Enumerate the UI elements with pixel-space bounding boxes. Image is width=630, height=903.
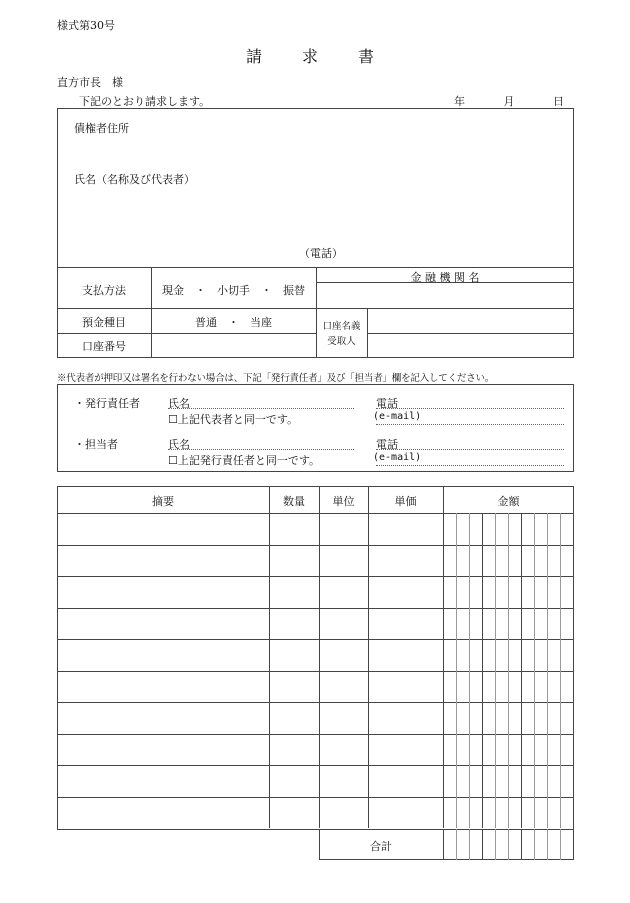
issuer-name-label: 氏名 — [168, 397, 190, 410]
creditor-name-label: 氏名（名称及び代表者） — [74, 173, 195, 186]
divider — [367, 308, 368, 358]
item-row[interactable] — [58, 577, 268, 607]
divider — [534, 513, 535, 828]
creditor-name-field[interactable] — [220, 165, 560, 235]
contact-label: ・担当者 — [74, 438, 118, 451]
issuer-email-line[interactable] — [376, 424, 564, 425]
header-summary: 摘要 — [152, 495, 174, 508]
issuer-phone-label: 電話 — [376, 397, 398, 410]
divider — [495, 513, 496, 828]
divider — [269, 486, 270, 828]
divider — [367, 333, 574, 334]
contact-email-label: (e-mail) — [373, 452, 422, 463]
divider — [547, 513, 548, 828]
divider — [534, 829, 535, 860]
divider — [482, 829, 483, 860]
recipient-label: 受取人 — [327, 336, 356, 347]
item-row[interactable] — [58, 546, 268, 576]
note-text: ※代表者が押印又は署名を行わない場合は、下記「発行責任者」及び「担当者」欄を記入してください。 — [57, 373, 495, 384]
divider — [151, 267, 152, 358]
divider — [368, 486, 369, 828]
date-field[interactable] — [454, 93, 564, 109]
header-unit: 単位 — [332, 495, 355, 508]
divider — [456, 513, 457, 828]
divider — [560, 513, 561, 828]
divider — [469, 513, 470, 828]
divider — [560, 829, 561, 860]
item-row[interactable] — [58, 766, 268, 796]
issuer-phone-line[interactable] — [376, 408, 564, 409]
bank-name-label: 金 融 機 関 名 — [410, 271, 480, 284]
divider — [521, 513, 522, 828]
document-title: 請求書 — [245, 47, 414, 66]
intro-text: 下記のとおり請求します。 — [79, 95, 211, 108]
account-holder-field[interactable] — [369, 310, 572, 331]
deposit-type-label: 預金種目 — [82, 316, 126, 329]
divider — [508, 829, 509, 860]
date-month-label: 月 — [503, 95, 515, 108]
divider — [443, 486, 444, 828]
deposit-type-options[interactable]: 普通 ・ 当座 — [195, 316, 272, 329]
creditor-address-field[interactable] — [160, 115, 560, 155]
divider — [319, 486, 320, 828]
item-row[interactable] — [58, 514, 268, 544]
issuer-label: ・発行責任者 — [74, 397, 140, 410]
divider — [521, 829, 522, 860]
contact-phone-label: 電話 — [376, 438, 398, 451]
header-quantity: 数量 — [283, 495, 305, 508]
contact-same-checkbox[interactable]: ☐上記発行責任者と同一です。 — [168, 454, 320, 467]
divider — [57, 333, 316, 334]
item-row[interactable] — [58, 672, 268, 702]
contact-name-label: 氏名 — [168, 438, 190, 451]
payment-method-options[interactable]: 現金 ・ 小切手 ・ 振替 — [162, 284, 305, 297]
divider — [482, 513, 483, 828]
bank-name-field[interactable] — [318, 284, 572, 306]
account-holder-label: 口座名義 — [322, 321, 361, 332]
issuer-same-checkbox[interactable]: ☐上記代表者と同一です。 — [168, 413, 298, 426]
contact-email-line[interactable] — [376, 465, 564, 466]
payment-method-label: 支払方法 — [82, 284, 126, 297]
divider — [495, 829, 496, 860]
account-number-field[interactable] — [153, 335, 314, 356]
contact-name-line[interactable] — [168, 449, 354, 450]
contact-phone-line[interactable] — [376, 449, 564, 450]
date-year-label: 年 — [454, 95, 465, 108]
divider — [456, 829, 457, 860]
divider — [443, 829, 444, 860]
date-day-label: 日 — [553, 95, 564, 108]
divider — [469, 829, 470, 860]
recipient-field[interactable] — [369, 335, 572, 356]
total-label: 合計 — [370, 840, 392, 853]
issuer-name-line[interactable] — [168, 408, 354, 409]
item-row[interactable] — [58, 609, 268, 639]
item-row[interactable] — [58, 735, 268, 765]
creditor-address-label: 債権者住所 — [74, 122, 129, 135]
item-row[interactable] — [58, 640, 268, 670]
divider — [508, 513, 509, 828]
item-row[interactable] — [58, 703, 268, 733]
addressee: 直方市長 様 — [57, 76, 123, 89]
item-row[interactable] — [58, 798, 268, 828]
header-unit-price: 単価 — [394, 495, 417, 508]
header-amount: 金額 — [497, 495, 520, 508]
issuer-email-label: (e-mail) — [373, 411, 422, 422]
account-number-label: 口座番号 — [82, 340, 126, 353]
creditor-phone-label: （電話） — [299, 247, 343, 260]
form-number: 様式第30号 — [57, 19, 115, 32]
divider — [547, 829, 548, 860]
